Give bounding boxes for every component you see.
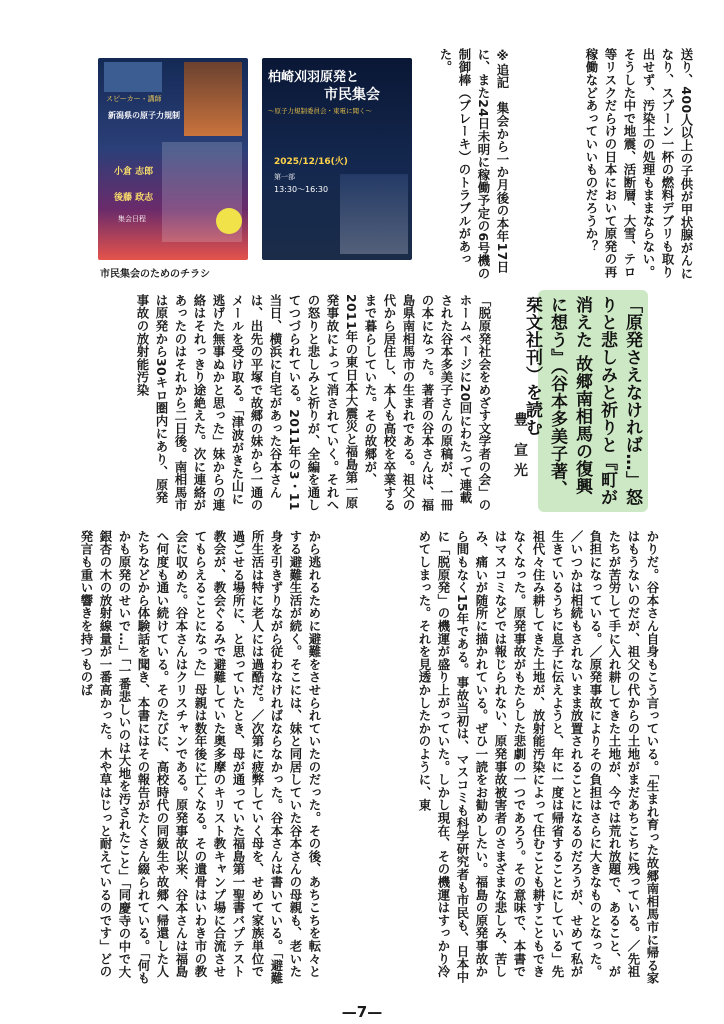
article-author: 豊 宣光: [512, 412, 528, 483]
flyer-image-right: [262, 58, 412, 260]
flyer2-photo: [340, 174, 408, 254]
middle-columns: 「脱原発社会をめざす文学者の会」のホームページに20回にわたって連載された谷本多美子さんの原稿が、一冊の本になった。著者の谷本さんは、福島県南相馬市の生まれである。祖父の代から居住し、本人も高校を卒業するまで暮らしていた。その故郷が、2011年の東日本大震災と福島第一原発事故によって消されていく。それへの怒りと悲しみと祈りが、全編を通してつづられている。2011年の3・11当日、横浜に自宅があった谷本さんは、出先の平塚で故郷の妹から一通のメールを受け取る。「津波がきた山に逃げた無事ぬかと思った」妹からの連絡はそれっきり途絶えた。次に連絡があったのはそれから二日後。南相馬市は原発から30キロ圏内にあり、原発事故の放射能汚染: [135, 294, 492, 512]
flyer1-schedule-label: 集会日程: [118, 215, 146, 223]
flyer2-subtitle: ～原子力規制委員会・東電に聞く～: [268, 107, 372, 115]
flyer2-title-line2: 市民集会: [324, 87, 380, 103]
flyer2-section: 第一部: [274, 173, 295, 181]
flyer-image-left: [98, 58, 248, 260]
flyer2-date: 2025/12/16(火): [274, 157, 348, 167]
flyer1-speaker2: 後藤 政志: [114, 193, 154, 203]
flyer-caption: 市民集会のためのチラシ: [100, 269, 210, 280]
flyer1-badge: [216, 208, 242, 234]
flyer2-title-line1: 柏崎刈羽原発と: [268, 70, 360, 85]
lower-right-columns: かりだ。谷本さん自身もこう言っている。「生まれ育った故郷南相馬市に帰る家はもうないのだが、祖父の代からの土地がまだあちこちに残っている。／先祖たちが苦労して手に入れ耕してきた土地が、今では荒れ放題で、あること、が負担になっている。／原発事故によりその負担はさらに大きなものとなった。／いつかは相続もされないまま放置されることになるのだろうが、せめて私が生きているうちに息子に伝えようと、年に一度は帰省することにしている」先祖代々住み耕してきた土地が、放射能汚染によって住むことも耕すこともできなくなった。原発事故がもたらした悲劇の一つであろう。その意味で、本書ではマスコミなどでは報じられない、原発事故被害者のさまざまな悲しみ、苦しみ、痛いが随所に描かれている。ぜひ一読をお勧めしたい。福島の原発事故から間もなく15年である。事故当初は、マスコミも科学研究者も市民も、日本中に「脱原発」の機運が盛り上がっていた。しかし現在、その機運はすっかり冷めてしまった。それを見透かしたかのように、東: [417, 530, 660, 985]
flyer2-time: 13:30～16:30: [274, 185, 329, 194]
flyer1-speaker1: 小倉 志郎: [114, 167, 154, 177]
flyer1-header: スピーカー・講師: [106, 95, 162, 103]
flyer1-photo-person: [184, 62, 242, 136]
top-right-text: 送り、400人以上の子供が甲状腺がんになり、スプーン一杯の燃料デブリも取り出せず、汚染土の処理もままならない。そうした中で地震、活断層、大雪、テロ等リスクだらけの日本において原発の再稼働などあっていいものだろうか？: [584, 48, 694, 280]
lower-left-columns: から逃れるために避難をさせられていたのだった。その後、あちこちを転々とする避難生活が続く。そこには、妹と同居していた谷本さんの母親も、老いた身を引きずりながら従わなければならなかった。谷本さんは書いている。「避難所生活は特に老人には過酷だ。／次第に疲弊していく母を、せめて家族単位で過ごせる場所に、と思っていたとき、母が通っていた福島第一聖書バプテスト教会が、教会ぐるみで避難していた奥多摩のキリスト教キャンプ場に合流させてもらえることになった」母親は数年後に亡くなる。その遺骨はいわき市の教会に収めた。谷本さんはクリスチャンである。原発事故以来、谷本さんは福島へ何度も通い続けている。そのたびに、高校時代の同級生や故郷へ帰還した人たちなどから体験話を聞き、本書にはその報告がたくさん綴られている。「何もかも原発のせいで…」「一番悲しいのは大地を汚されたこと」「同慶寺の中で大銀杏の木の放射線量が一番高かった。木や草はじっと耐えているのです」どの発言も重い響きを持つものば: [79, 530, 322, 985]
flyer1-title: 新潟県の原子力規制: [108, 111, 180, 120]
article-headline: 「原発さえなければ…」怒りと悲しみと祈りと『町が消えた 故郷南相馬の復興に想う』（谷本多美子著、栞文社刊）を読む: [522, 296, 642, 506]
page-number: —7—: [341, 1003, 383, 1021]
top-note: ※追記 集会から一か月後の本年17日に、また24日未明に稼働予定の6号機の制御棒（ブレーキ）のトラブルがあった。: [438, 48, 510, 280]
flyer1-photo: [104, 62, 162, 92]
